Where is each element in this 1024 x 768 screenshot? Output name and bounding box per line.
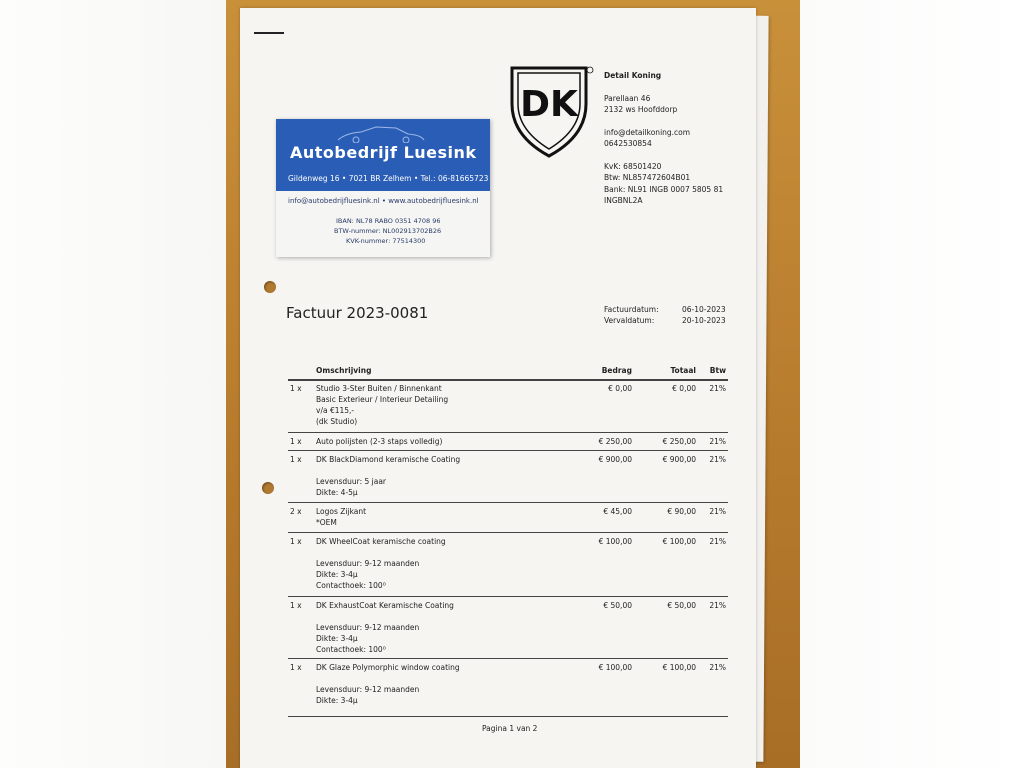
company-btw: Btw: NL857472604B01 — [604, 173, 691, 182]
line-amount: € 0,00 — [608, 384, 632, 393]
row-divider — [288, 596, 728, 597]
line-quantity: 1 x — [290, 601, 302, 610]
line-quantity: 1 x — [290, 455, 302, 464]
company-bic: INGBNL2A — [604, 196, 643, 205]
line-description: Levensduur: 9-12 maanden — [316, 685, 420, 694]
line-quantity: 1 x — [290, 437, 302, 446]
line-amount: € 50,00 — [603, 601, 632, 610]
line-description: (dk Studio) — [316, 417, 358, 426]
punch-hole-bottom — [262, 482, 274, 494]
line-description: DK BlackDiamond keramische Coating — [316, 455, 461, 464]
company-bank: Bank: NL91 INGB 0007 5805 81 — [604, 185, 724, 194]
line-quantity: 1 x — [290, 384, 302, 393]
line-description: Studio 3-Ster Buiten / Binnenkant — [316, 384, 442, 393]
line-total: € 250,00 — [662, 437, 696, 446]
page-number: Pagina 1 van 2 — [482, 724, 538, 733]
business-card-iban: IBAN: NL78 RABO 0351 4708 96 — [336, 217, 441, 225]
line-quantity: 1 x — [290, 663, 302, 672]
line-description: Basic Exterieur / Interieur Detailing — [316, 395, 449, 404]
line-amount: € 250,00 — [598, 437, 632, 446]
line-total: € 100,00 — [662, 663, 696, 672]
line-total: € 90,00 — [667, 507, 696, 516]
line-amount: € 100,00 — [598, 663, 632, 672]
line-total: € 0,00 — [672, 384, 696, 393]
car-outline-icon — [336, 125, 426, 143]
line-vat: 21% — [709, 507, 726, 516]
line-description: Levensduur: 9-12 maanden — [316, 623, 420, 632]
header-vat: Btw — [709, 366, 726, 375]
line-vat: 21% — [709, 663, 726, 672]
row-divider — [288, 450, 728, 451]
business-card-name: Autobedrijf Luesink — [290, 143, 477, 162]
row-divider — [288, 502, 728, 503]
header-rule — [288, 379, 728, 381]
business-card-kvk: KVK-nummer: 77514300 — [346, 237, 426, 245]
company-city: 2132 ws Hoofddorp — [604, 105, 678, 114]
background-right — [800, 0, 1024, 768]
line-description: *OEM — [316, 518, 337, 527]
line-description: Dikte: 3-4µ — [316, 696, 358, 705]
line-description: v/a €115,- — [316, 406, 355, 415]
line-description: Levensduur: 5 jaar — [316, 477, 387, 486]
line-description: DK ExhaustCoat Keramische Coating — [316, 601, 454, 610]
line-vat: 21% — [709, 601, 726, 610]
company-street: Parellaan 46 — [604, 94, 651, 103]
business-card-web: info@autobedrijfluesink.nl • www.autobedrijfluesink.nl — [288, 197, 479, 205]
business-card-address: Gildenweg 16 • 7021 BR Zelhem • Tel.: 06-81665723 — [288, 174, 489, 183]
pen-mark — [254, 32, 284, 34]
line-description: Dikte: 3-4µ — [316, 634, 358, 643]
company-email: info@detailkoning.com — [604, 128, 691, 137]
business-card-header — [276, 119, 490, 191]
line-total: € 900,00 — [662, 455, 696, 464]
line-quantity: 2 x — [290, 507, 302, 516]
line-description: Dikte: 3-4µ — [316, 570, 358, 579]
header-amount: Bedrag — [601, 366, 632, 375]
line-vat: 21% — [709, 437, 726, 446]
invoice-title: Factuur 2023-0081 — [286, 304, 429, 322]
line-description: Auto polijsten (2-3 staps volledig) — [316, 437, 443, 446]
company-kvk: KvK: 68501420 — [604, 162, 662, 171]
due-date-value: 20-10-2023 — [682, 316, 726, 325]
row-divider — [288, 532, 728, 533]
business-card — [276, 119, 490, 257]
line-amount: € 100,00 — [598, 537, 632, 546]
row-divider — [288, 658, 728, 659]
row-divider — [288, 432, 728, 433]
line-vat: 21% — [709, 384, 726, 393]
business-card-btw: BTW-nummer: NL002913702B26 — [334, 227, 442, 235]
detail-koning-logo-icon — [508, 64, 594, 160]
line-quantity: 1 x — [290, 537, 302, 546]
line-total: € 50,00 — [667, 601, 696, 610]
line-description: Levensduur: 9-12 maanden — [316, 559, 420, 568]
line-vat: 21% — [709, 455, 726, 464]
background-left — [0, 0, 226, 768]
line-description: Dikte: 4-5µ — [316, 488, 358, 497]
line-description: Contacthoek: 100⁰ — [316, 645, 386, 654]
due-date-label: Vervaldatum: — [604, 316, 655, 325]
punch-hole-top — [264, 281, 276, 293]
line-description: Logos Zijkant — [316, 507, 367, 516]
company-name: Detail Koning — [604, 71, 662, 80]
line-total: € 100,00 — [662, 537, 696, 546]
logo-text: DK — [520, 84, 578, 125]
line-description: DK WheelCoat keramische coating — [316, 537, 446, 546]
line-description: DK Glaze Polymorphic window coating — [316, 663, 460, 672]
line-vat: 21% — [709, 537, 726, 546]
row-divider — [288, 716, 728, 717]
line-amount: € 45,00 — [603, 507, 632, 516]
line-description: Contacthoek: 100⁰ — [316, 581, 386, 590]
invoice-date-label: Factuurdatum: — [604, 305, 659, 314]
header-description: Omschrijving — [316, 366, 372, 375]
header-total: Totaal — [670, 366, 696, 375]
company-phone: 0642530854 — [604, 139, 652, 148]
line-amount: € 900,00 — [598, 455, 632, 464]
invoice-date-value: 06-10-2023 — [682, 305, 726, 314]
